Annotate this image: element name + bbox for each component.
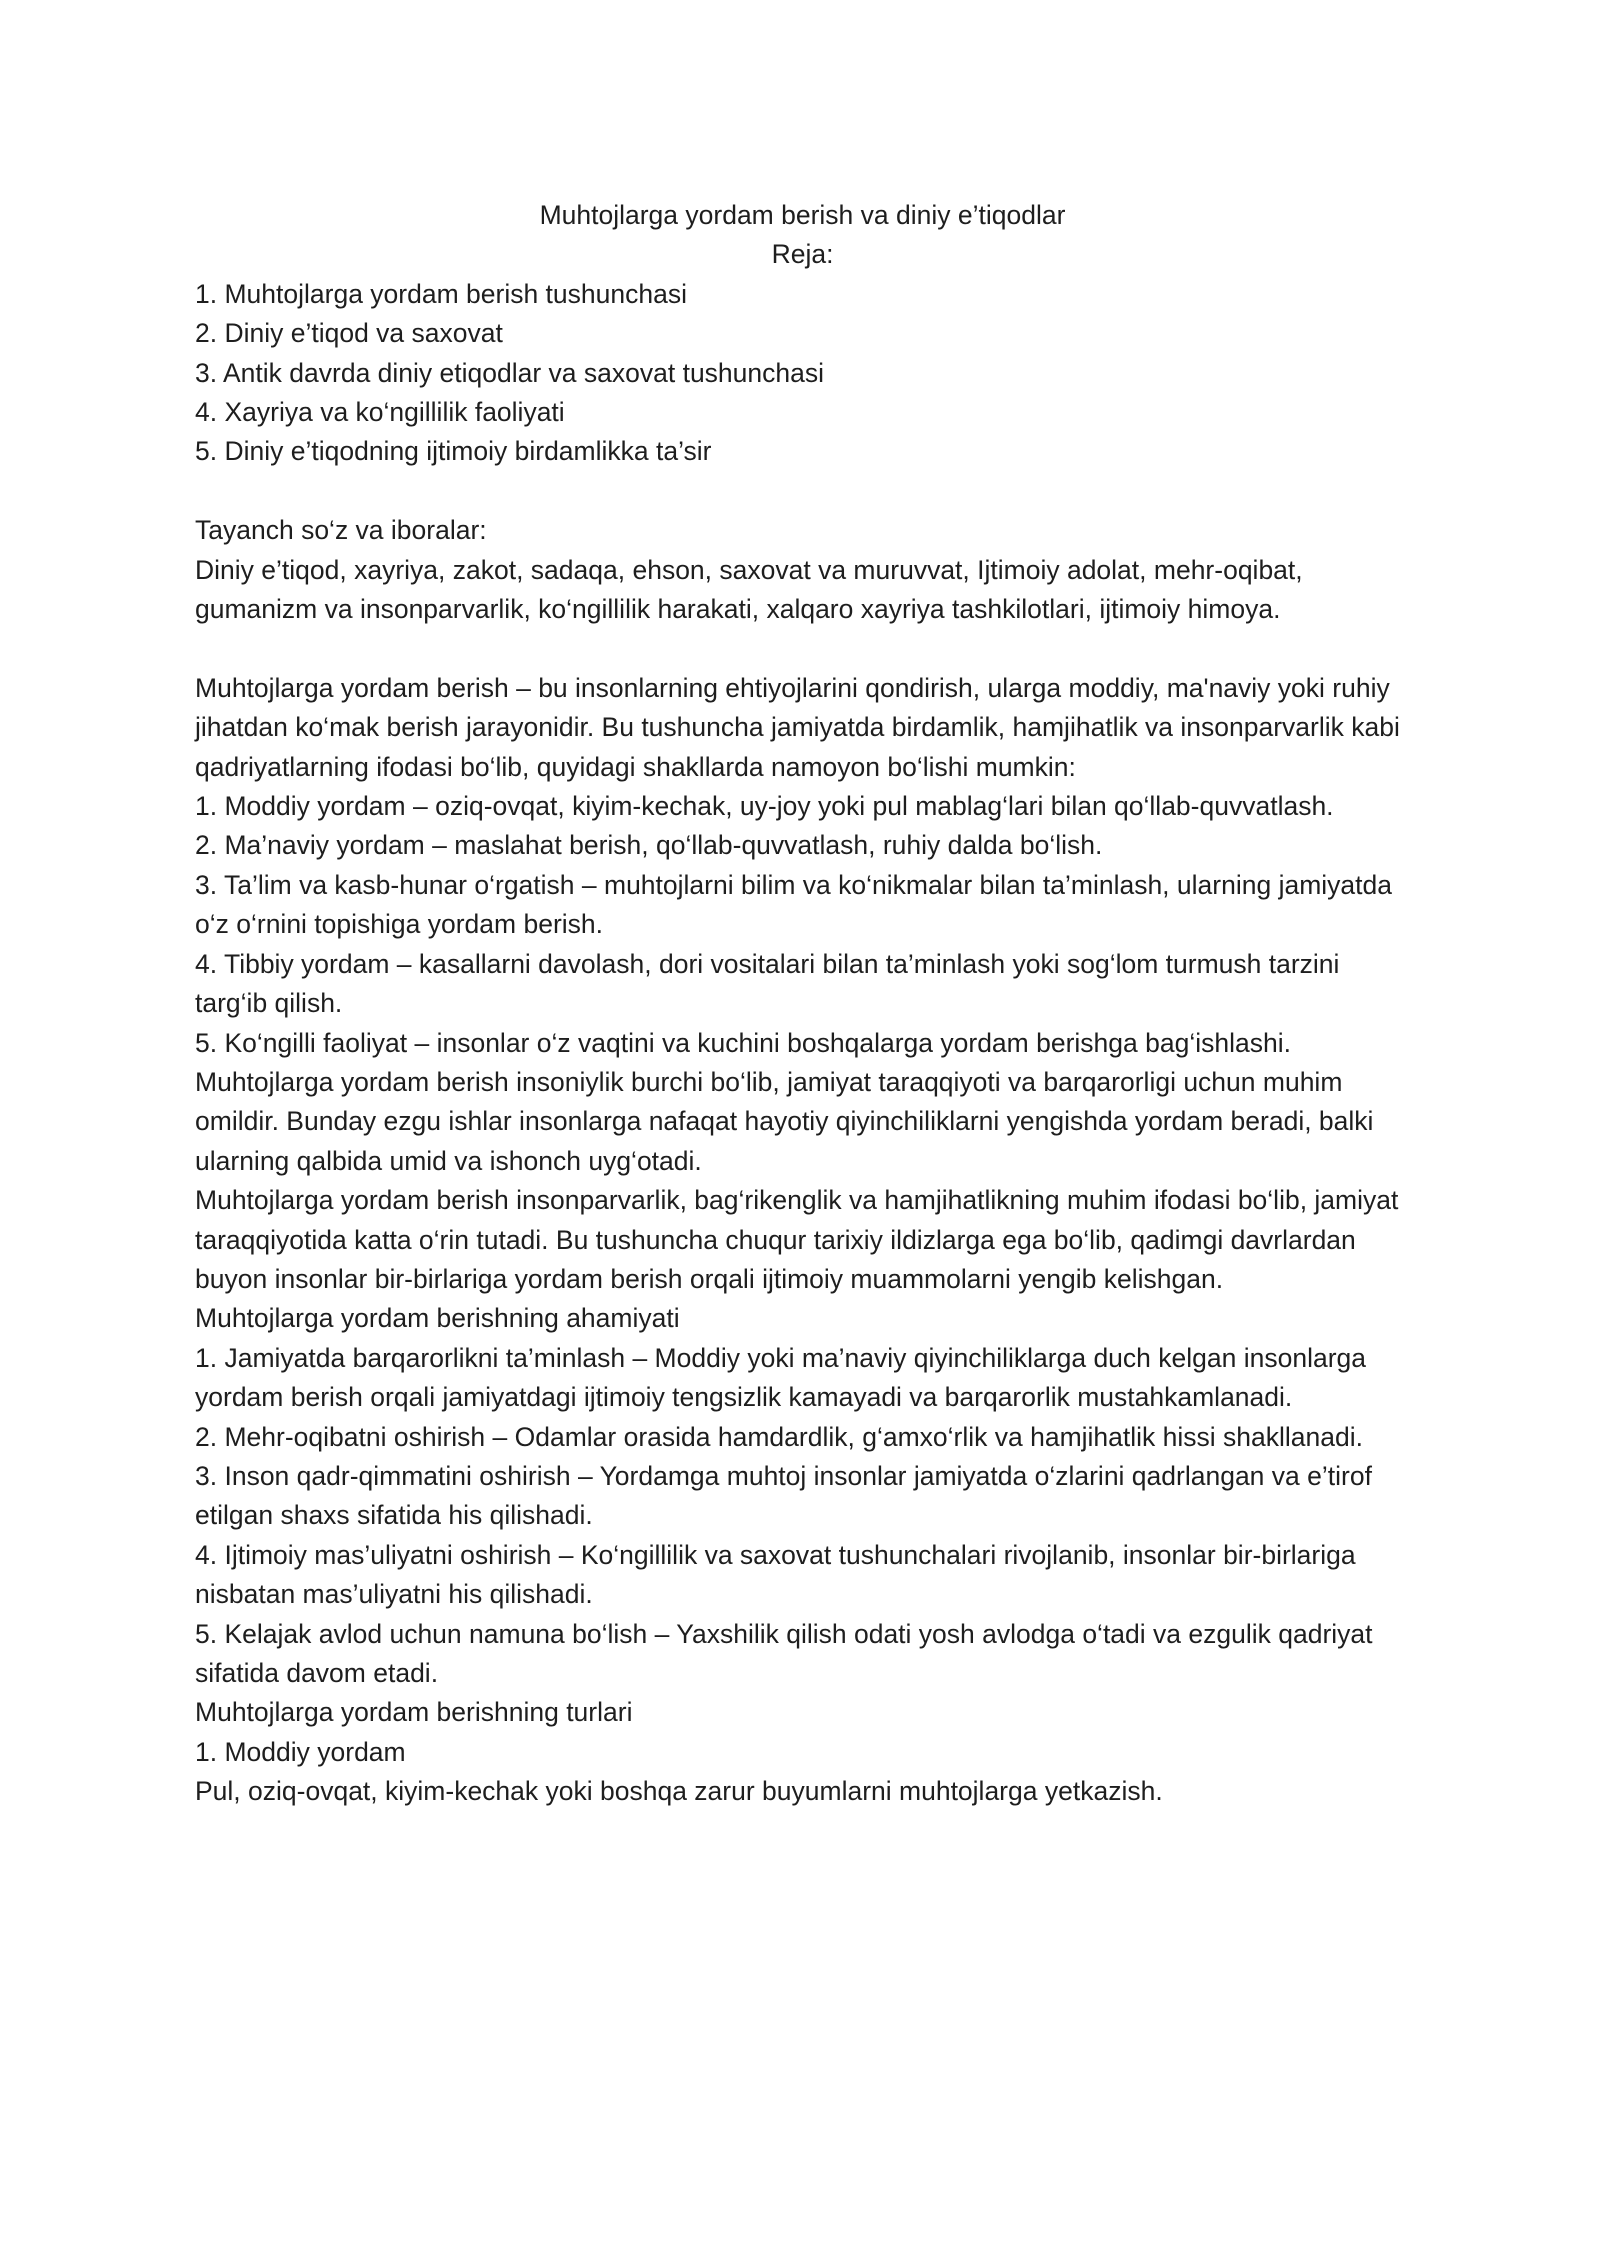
paragraph-history: Muhtojlarga yordam berish insonparvarlik, bag‘rikenglik va hamjihatlikning muhim ifodasi bo‘lib, jamiyat taraqqiyotida katta o‘rin tutadi. Bu tushuncha chuqur tarixiy ildizlarga ega bo‘lib, qadimgi davrlardan buyon insonlar bir-birlariga yordam berish orqali ijtimoiy muammolarni yengib kelishgan. [195, 1185, 1399, 1294]
plan-list [195, 275, 1410, 472]
forms-item: 2. Ma’naviy yordam – maslahat berish, qo‘llab-quvvatlash, ruhiy dalda bo‘lish. [195, 830, 1103, 861]
importance-item: 2. Mehr-oqibatni oshirish – Odamlar orasida hamdardlik, g‘amxo‘rlik va hamjihatlik hissi shakllanadi. [195, 1421, 1363, 1452]
forms-list [195, 787, 1410, 1063]
importance-heading: Muhtojlarga yordam berishning ahamiyati [195, 1303, 680, 1334]
plan-item: 5. Diniy e’tiqodning ijtimoiy birdamlikka ta’sir [195, 436, 712, 467]
forms-item: 4. Tibbiy yordam – kasallarni davolash, dori vositalari bilan ta’minlash yoki sog‘lom turmush tarzini targ‘ib qilish. [195, 948, 1340, 1019]
types-item-description: Pul, oziq-ovqat, kiyim-kechak yoki boshqa zarur buyumlarni muhtojlarga yetkazish. [195, 1776, 1163, 1807]
plan-heading: Reja: [771, 239, 834, 270]
importance-item: 4. Ijtimoiy mas’uliyatni oshirish – Ko‘ngillilik va saxovat tushunchalari rivojlanib, insonlar bir-birlariga nisbatan mas’uliyatni his qilishadi. [195, 1539, 1356, 1610]
forms-item: 1. Moddiy yordam – oziq-ovqat, kiyim-kechak, uy-joy yoki pul mablag‘lari bilan qo‘llab-quvvatlash. [195, 791, 1334, 822]
types-item-title: 1. Moddiy yordam [195, 1736, 406, 1767]
importance-list [195, 1339, 1410, 1694]
blank-line [195, 472, 1410, 511]
forms-item: 3. Ta’lim va kasb-hunar o‘rgatish – muhtojlarni bilim va ko‘nikmalar bilan ta’minlash, ularning jamiyatda o‘z o‘rnini topishiga yordam berish. [195, 869, 1392, 940]
plan-item: 1. Muhtojlarga yordam berish tushunchasi [195, 278, 687, 309]
plan-item: 3. Antik davrda diniy etiqodlar va saxovat tushunchasi [195, 357, 825, 388]
forms-item: 5. Ko‘ngilli faoliyat – insonlar o‘z vaqtini va kuchini boshqalarga yordam berishga bag‘ishlashi. [195, 1027, 1291, 1058]
document-body [195, 196, 1410, 1812]
blank-line [195, 629, 1410, 668]
importance-item: 5. Kelajak avlod uchun namuna bo‘lish – Yaxshilik qilish odati yosh avlodga o‘tadi va ezgulik qadriyat sifatida davom etadi. [195, 1618, 1373, 1688]
keywords-heading: Tayanch so‘z va iboralar: [195, 515, 487, 546]
importance-item: 3. Inson qadr-qimmatini oshirish – Yordamga muhtoj insonlar jamiyatda o‘zlarini qadrlangan va e’tirof etilgan shaxs sifatida his qilishadi. [195, 1460, 1372, 1531]
intro-paragraph: Muhtojlarga yordam berish – bu insonlarning ehtiyojlarini qondirish, ularga moddiy, ma'naviy yoki ruhiy jihatdan ko‘mak berish jarayonidir. Bu tushuncha jamiyatda birdamlik, hamjihatlik va insonparvarlik kabi qadriyatlarning ifodasi bo‘lib, quyidagi shakllarda namoyon bo‘lishi mumkin: [195, 672, 1400, 782]
plan-item: 4. Xayriya va ko‘ngillilik faoliyati [195, 397, 565, 428]
document-title: Muhtojlarga yordam berish va diniy e’tiqodlar [539, 200, 1066, 230]
types-heading: Muhtojlarga yordam berishning turlari [195, 1697, 633, 1728]
paragraph-duty: Muhtojlarga yordam berish insoniylik burchi bo‘lib, jamiyat taraqqiyoti va barqarorligi uchun muhim omildir. Bunday ezgu ishlar insonlarga nafaqat hayotiy qiyinchiliklarni yengishda yordam beradi, balki ularning qalbida umid va ishonch uyg‘otadi. [195, 1066, 1374, 1176]
importance-item: 1. Jamiyatda barqarorlikni ta’minlash – Moddiy yoki ma’naviy qiyinchiliklarga duch kelgan insonlarga yordam berish orqali jamiyatdagi ijtimoiy tengsizlik kamayadi va barqarorlik mustahkamlanadi. [195, 1342, 1366, 1413]
keywords-text: Diniy e’tiqod, xayriya, zakot, sadaqa, ehson, saxovat va muruvvat, Ijtimoiy adolat, mehr-oqibat, gumanizm va insonparvarlik, ko‘ngillilik harakati, xalqaro xayriya tashkilotlari, ijtimoiy himoya. [195, 554, 1303, 625]
plan-item: 2. Diniy e’tiqod va saxovat [195, 318, 503, 349]
